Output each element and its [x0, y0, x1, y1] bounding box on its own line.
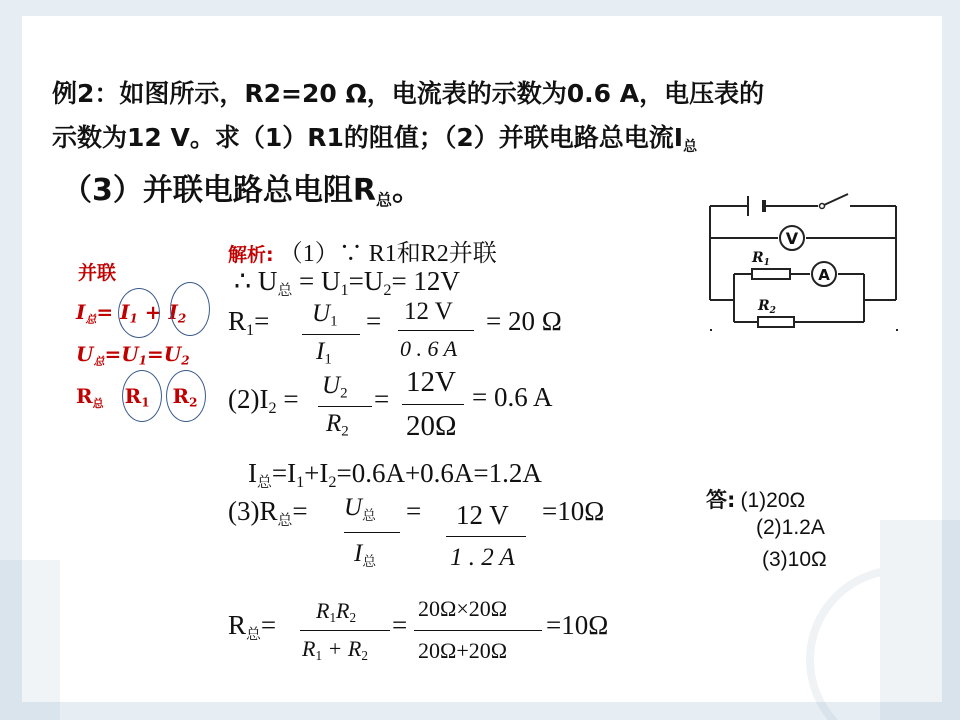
ammeter-icon — [812, 262, 836, 286]
annotation-circle-r1 — [122, 370, 162, 422]
i-total-equation: I总$=I_1+I_2=0.6A+0.6A=1.2A$ — [248, 458, 542, 492]
battery-icon — [748, 196, 764, 216]
notes-i2-sub: 2 — [177, 311, 187, 326]
notes-r2-sub: 2 — [189, 395, 198, 410]
r3-lhs: (3)R总= — [228, 496, 308, 530]
notes-title: 并联 — [78, 262, 117, 284]
i2-frac2-line — [402, 404, 464, 405]
circuit-diagram — [700, 186, 910, 334]
i2-lhs: $(2)I_2$ = — [228, 384, 299, 417]
r3-result: =10Ω — [542, 496, 605, 526]
r4-frac1-line — [300, 630, 390, 631]
notes-u-total-sub: 总 — [93, 354, 105, 368]
notes-u1-sub: 1 — [138, 353, 148, 368]
solution-voltage-equal: ∴ U总 = $U_1=U_2= 12V$ — [234, 266, 460, 300]
r3-frac1-num: U总 — [344, 494, 376, 524]
r1-frac1-den: $I_1$ — [316, 338, 332, 368]
answer-label: 答: — [706, 488, 736, 512]
r1-lhs: $R_1=$ — [228, 306, 270, 339]
notes-i1-sub: 1 — [129, 311, 138, 326]
question-line-3-sub: 总 — [375, 190, 392, 210]
switch-icon — [820, 194, 849, 209]
answer-3: (3)10Ω — [762, 548, 827, 571]
question-line-3 — [62, 165, 422, 211]
r3-frac1-den: I总 — [354, 540, 377, 570]
notes-u-total: U — [76, 342, 94, 366]
r4-frac2-line — [414, 630, 542, 631]
r2-label: $R_2$ — [758, 298, 776, 316]
notes-i-total-sub: 总 — [85, 312, 97, 326]
answer-2: (2)1.2A — [756, 516, 825, 539]
r3-frac2-num: 12 V — [456, 500, 509, 530]
question-line-2-text: 示数为12 V。求（1）R1的阻值；（2）并联电路总电流I — [52, 123, 684, 152]
i2-frac1-den: $R_2$ — [326, 410, 349, 440]
i2-frac1-num: $U_2$ — [322, 372, 348, 402]
r4-frac2-den: 20Ω+20Ω — [418, 638, 508, 663]
r1-frac1-num: $U_1$ — [312, 300, 338, 330]
notes-u2-sub: 2 — [181, 353, 190, 368]
r1-frac2-num: 12 V — [404, 298, 453, 325]
r1-label: $R_1$ — [752, 250, 770, 268]
r4-lhs: R总= — [228, 610, 277, 644]
i2-eq2: = — [374, 384, 390, 414]
r4-result: =10Ω — [546, 610, 609, 640]
notes-r-total-sub: 总 — [92, 396, 104, 410]
i2-frac2-den: 20Ω — [406, 410, 457, 442]
question-line-2-sub: 总 — [683, 138, 698, 155]
resistor-r1-icon — [751, 250, 790, 279]
r1-frac2-den: 0 . 6 A — [400, 336, 458, 361]
notes-voltage-rule — [76, 342, 190, 369]
voltmeter-icon — [780, 226, 804, 250]
annotation-circle-i2 — [170, 282, 210, 336]
notes-r1: R — [124, 384, 142, 408]
r3-eq2: = — [406, 496, 422, 526]
notes-i2: + I — [137, 300, 178, 324]
notes-r-total: R — [76, 384, 93, 408]
r1-frac1-line — [302, 334, 360, 335]
notes-u1: =U — [104, 342, 139, 366]
i2-frac1-line — [318, 406, 372, 407]
r4-eq2: = — [392, 610, 408, 640]
r3-frac2-line — [446, 536, 526, 537]
solution-step-1 — [228, 233, 497, 268]
r1-eq2: = — [366, 306, 382, 336]
answer-1: (1)20Ω — [740, 489, 806, 512]
solution-parallel-text: （1）∵ R1和R2并联 — [278, 241, 497, 267]
annotation-circle-i1 — [118, 288, 160, 338]
question-line-3-end: 。 — [392, 173, 422, 208]
resistor-r2-icon — [757, 298, 794, 327]
question-line-2 — [52, 118, 697, 156]
question-line-3-text: （3）并联电路总电阻R — [62, 173, 376, 208]
notes-r2: R — [172, 384, 190, 408]
r1-frac2-line — [398, 330, 474, 331]
answer-line-1 — [706, 484, 805, 514]
r3-frac1-line — [344, 532, 400, 533]
i2-result: = 0.6 A — [472, 382, 553, 412]
i2-frac2-num: 12V — [406, 366, 456, 398]
voltmeter-label: V — [785, 229, 799, 248]
notes-i-total: I — [76, 300, 86, 324]
notes-i1: = I — [96, 300, 130, 324]
r3-frac2-den: 1 . 2 A — [450, 544, 515, 571]
r1-result: = 20 Ω — [486, 306, 562, 336]
r4-frac2-num: 20Ω×20Ω — [418, 596, 508, 621]
r4-frac1-den: $R_1 + R_2$ — [302, 636, 368, 663]
notes-r1-sub: 1 — [141, 395, 150, 410]
r4-frac1-num: $R_1R_2$ — [316, 598, 357, 625]
ammeter-label: A — [818, 266, 830, 284]
annotation-circle-r2 — [166, 370, 206, 422]
notes-u2: =U — [147, 342, 182, 366]
question-line-1: 例2：如图所示，R2=20 Ω，电流表的示数为0.6 A，电压表的 — [52, 79, 765, 108]
solution-label: 解析: — [228, 244, 274, 266]
